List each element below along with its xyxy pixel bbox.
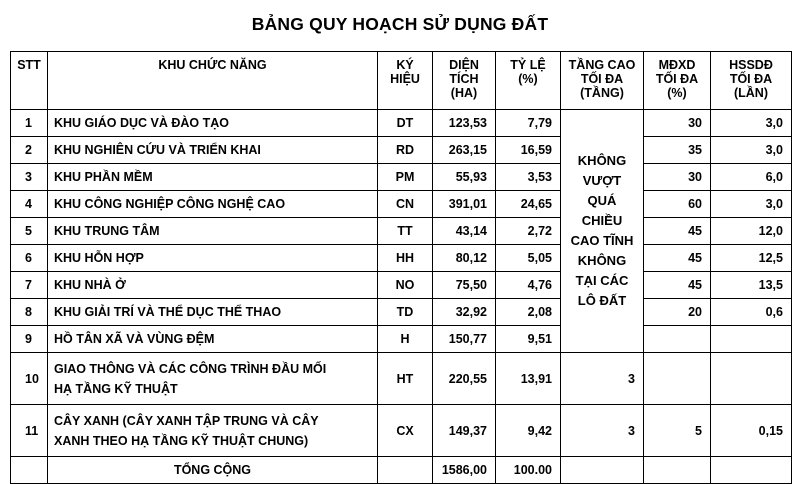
table-row	[11, 299, 792, 326]
cell-name: KHU GIÁO DỤC VÀ ĐÀO TẠO	[48, 110, 378, 137]
cell-code: NO	[378, 272, 433, 299]
cell-hs: 12,5	[711, 245, 792, 272]
cell-stt: 2	[11, 137, 48, 164]
cell-name: KHU NGHIÊN CỨU VÀ TRIỂN KHAI	[48, 137, 378, 164]
cell-name: KHU PHẦN MỀM	[48, 164, 378, 191]
cell-code: DT	[378, 110, 433, 137]
cell-hs: 6,0	[711, 164, 792, 191]
cell-ratio: 3,53	[496, 164, 561, 191]
cell-mdxd: 45	[644, 245, 711, 272]
cell-mdxd: 35	[644, 137, 711, 164]
cell-empty	[11, 457, 48, 484]
cell-code: H	[378, 326, 433, 353]
cell-code: PM	[378, 164, 433, 191]
cell-code: RD	[378, 137, 433, 164]
total-label: TỔNG CỘNG	[48, 457, 378, 484]
cell-floors: 3	[561, 353, 644, 405]
cell-name: GIAO THÔNG VÀ CÁC CÔNG TRÌNH ĐẦU MỐI HẠ TẦNG KỸ THUẬT	[48, 353, 378, 405]
cell-code: TD	[378, 299, 433, 326]
cell-area: 149,37	[433, 405, 496, 457]
cell-floors: 3	[561, 405, 644, 457]
cell-stt: 5	[11, 218, 48, 245]
cell-ratio: 9,42	[496, 405, 561, 457]
cell-area: 75,50	[433, 272, 496, 299]
cell-floors-merged: KHÔNG VƯỢT QUÁ CHIỀU CAO TĨNH KHÔNG TẠI CÁC LÔ ĐẤT	[561, 110, 644, 353]
cell-name: KHU NHÀ Ở	[48, 272, 378, 299]
cell-mdxd: 45	[644, 272, 711, 299]
cell-code: CN	[378, 191, 433, 218]
cell-hs	[711, 326, 792, 353]
cell-name: KHU HỖN HỢP	[48, 245, 378, 272]
total-area: 1586,00	[433, 457, 496, 484]
table-row	[11, 326, 792, 353]
cell-mdxd	[644, 326, 711, 353]
cell-mdxd: 30	[644, 110, 711, 137]
cell-mdxd: 5	[644, 405, 711, 457]
cell-stt: 6	[11, 245, 48, 272]
cell-name: HỒ TÂN XÃ VÀ VÙNG ĐỆM	[48, 326, 378, 353]
cell-ratio: 2,72	[496, 218, 561, 245]
cell-ratio: 9,51	[496, 326, 561, 353]
land-use-table	[10, 51, 792, 484]
cell-stt: 11	[11, 405, 48, 457]
cell-ratio: 24,65	[496, 191, 561, 218]
cell-area: 55,93	[433, 164, 496, 191]
cell-hs: 0,15	[711, 405, 792, 457]
header-row	[11, 52, 792, 110]
table-row	[11, 245, 792, 272]
cell-ratio: 4,76	[496, 272, 561, 299]
cell-empty	[644, 457, 711, 484]
col-dientich: DIỆN TÍCH (HA)	[433, 52, 496, 110]
col-stt: STT	[11, 52, 48, 110]
cell-stt: 10	[11, 353, 48, 405]
cell-area: 43,14	[433, 218, 496, 245]
table-row	[11, 272, 792, 299]
col-mdxd: MĐXD TỐI ĐA (%)	[644, 52, 711, 110]
table-row	[11, 405, 792, 457]
cell-stt: 1	[11, 110, 48, 137]
cell-empty	[711, 457, 792, 484]
cell-code: CX	[378, 405, 433, 457]
total-ratio: 100.00	[496, 457, 561, 484]
cell-name: KHU GIẢI TRÍ VÀ THỂ DỤC THỂ THAO	[48, 299, 378, 326]
cell-area: 220,55	[433, 353, 496, 405]
cell-area: 123,53	[433, 110, 496, 137]
cell-stt: 4	[11, 191, 48, 218]
cell-code: HT	[378, 353, 433, 405]
cell-ratio: 13,91	[496, 353, 561, 405]
cell-hs: 3,0	[711, 110, 792, 137]
table-row	[11, 191, 792, 218]
col-khu: KHU CHỨC NĂNG	[48, 52, 378, 110]
cell-hs: 12,0	[711, 218, 792, 245]
cell-area: 391,01	[433, 191, 496, 218]
cell-area: 150,77	[433, 326, 496, 353]
cell-hs: 3,0	[711, 191, 792, 218]
cell-mdxd: 60	[644, 191, 711, 218]
col-tyle: TỶ LỆ (%)	[496, 52, 561, 110]
cell-hs: 13,5	[711, 272, 792, 299]
cell-hs: 0,6	[711, 299, 792, 326]
table-row	[11, 218, 792, 245]
cell-name: KHU CÔNG NGHIỆP CÔNG NGHỆ CAO	[48, 191, 378, 218]
cell-area: 32,92	[433, 299, 496, 326]
cell-ratio: 2,08	[496, 299, 561, 326]
table-row	[11, 353, 792, 405]
table-row	[11, 110, 792, 137]
cell-name: KHU TRUNG TÂM	[48, 218, 378, 245]
cell-stt: 3	[11, 164, 48, 191]
cell-code: TT	[378, 218, 433, 245]
cell-mdxd: 20	[644, 299, 711, 326]
cell-stt: 9	[11, 326, 48, 353]
cell-ratio: 7,79	[496, 110, 561, 137]
table-row	[11, 137, 792, 164]
cell-ratio: 16,59	[496, 137, 561, 164]
cell-empty	[378, 457, 433, 484]
cell-name: CÂY XANH (CÂY XANH TẬP TRUNG VÀ CÂY XANH THEO HẠ TẦNG KỸ THUẬT CHUNG)	[48, 405, 378, 457]
col-tangcao: TẦNG CAO TỐI ĐA (TẦNG)	[561, 52, 644, 110]
cell-stt: 7	[11, 272, 48, 299]
total-row	[11, 457, 792, 484]
cell-mdxd: 45	[644, 218, 711, 245]
cell-hs	[711, 353, 792, 405]
table-row	[11, 164, 792, 191]
col-kyhieu: KÝ HIỆU	[378, 52, 433, 110]
cell-empty	[561, 457, 644, 484]
page-title: BẢNG QUY HOẠCH SỬ DỤNG ĐẤT	[251, 14, 549, 34]
cell-area: 263,15	[433, 137, 496, 164]
cell-stt: 8	[11, 299, 48, 326]
cell-ratio: 5,05	[496, 245, 561, 272]
cell-mdxd: 30	[644, 164, 711, 191]
cell-hs: 3,0	[711, 137, 792, 164]
cell-area: 80,12	[433, 245, 496, 272]
cell-code: HH	[378, 245, 433, 272]
cell-mdxd	[644, 353, 711, 405]
col-hssdd: HSSDĐ TỐI ĐA (LẦN)	[711, 52, 792, 110]
